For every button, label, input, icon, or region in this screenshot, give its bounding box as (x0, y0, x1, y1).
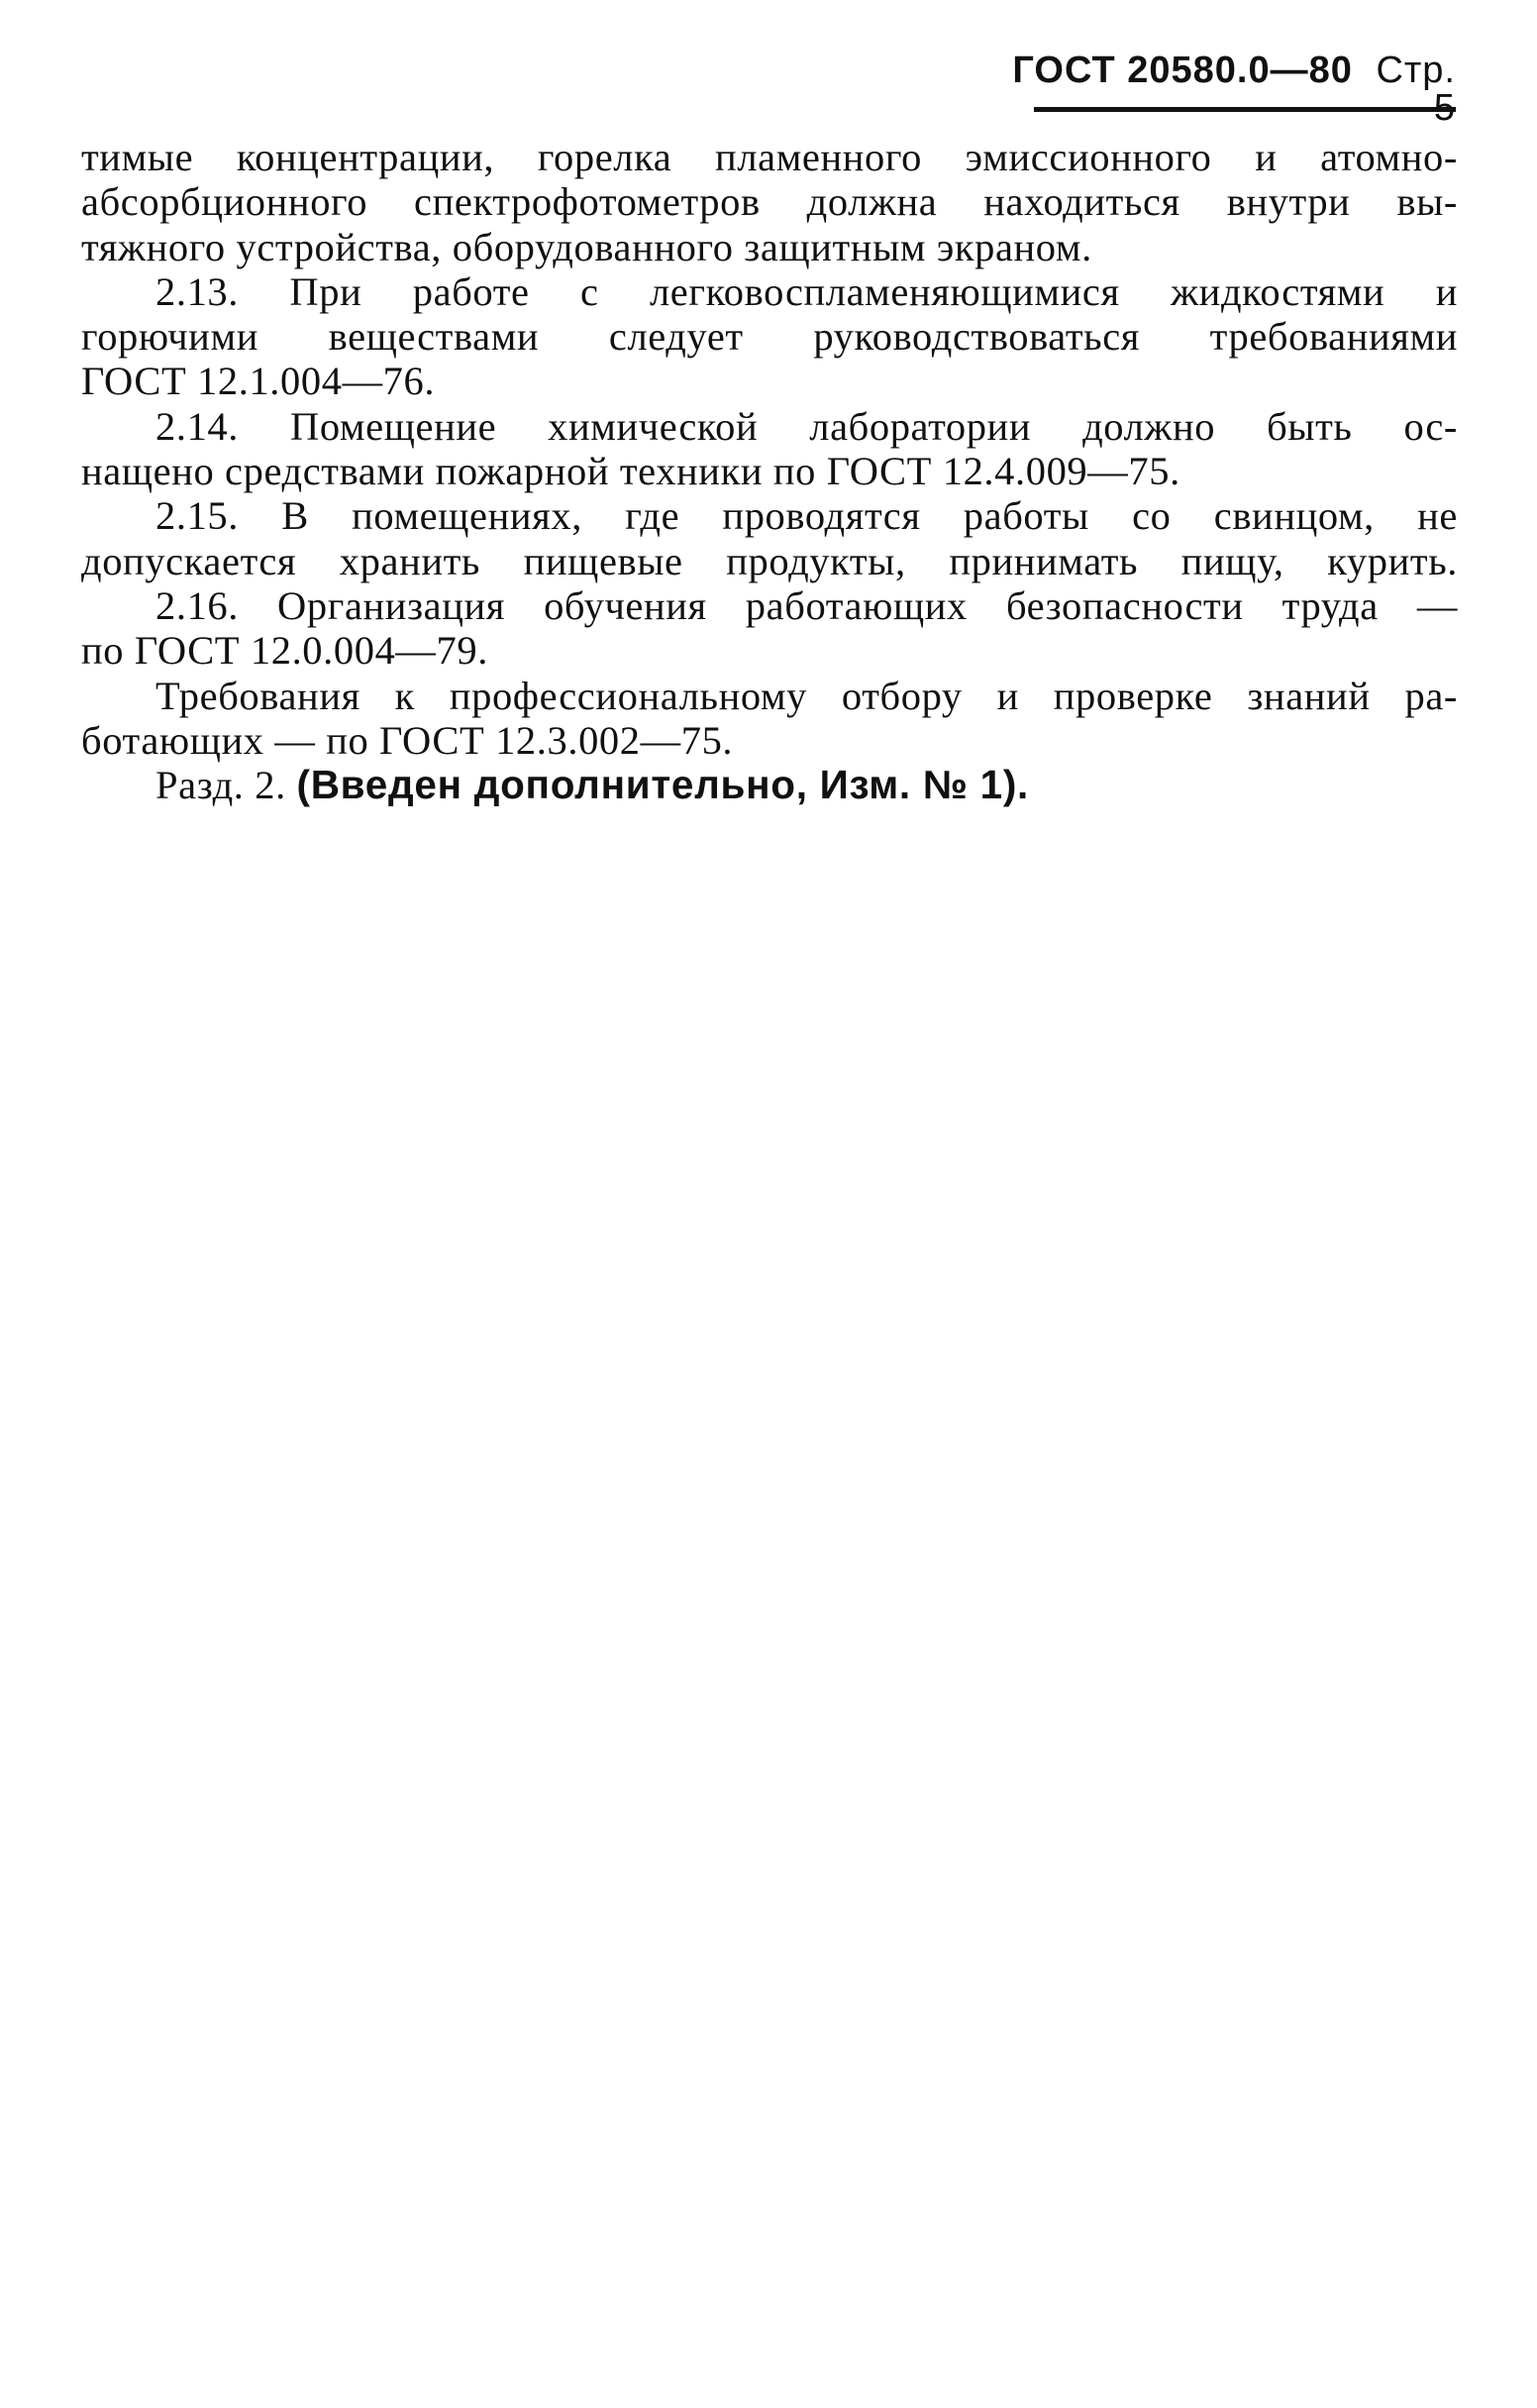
text-line-9: 2.15. В помещениях, где проводятся работы со свинцом, не (155, 493, 1458, 539)
text-line-5: горючими веществами следует руководствоваться требованиями (81, 314, 1458, 360)
document-body (81, 135, 1458, 807)
text-line-12: по ГОСТ 12.0.004—79. (81, 628, 488, 674)
text-line-7: 2.14. Помещение химической лаборатории должно быть ос- (155, 403, 1458, 449)
page-header (990, 52, 1456, 111)
page-number: Стр. (1376, 50, 1456, 91)
text-line-10: допускается хранить пищевые продукты, принимать пищу, курить. (81, 538, 1458, 583)
amendment-bold-text: (Введен дополнительно, Изм. № 1). (296, 762, 1029, 808)
amendment-prefix: Разд. 2. (155, 763, 286, 808)
header-rule (1034, 107, 1456, 112)
text-line-1: тимые концентрации, горелка пламенного эмиссионного и атомно- (81, 135, 1458, 179)
text-line-6: ГОСТ 12.1.004—76. (81, 359, 436, 404)
text-line-13: Требования к профессиональному отбору и проверке знаний ра- (155, 673, 1458, 718)
text-line-2: абсорбционного спектрофотометров должна находиться внутри вы- (81, 179, 1458, 225)
text-line-11: 2.16. Организация обучения работающих безопасности труда — (155, 582, 1458, 628)
text-line-4: 2.13. При работе с легковоспламеняющимися жидкостями и (155, 268, 1458, 314)
standard-number: ГОСТ 20580.0—80 (1012, 50, 1353, 91)
text-line-3: тяжного устройства, оборудованного защитным экраном. (81, 224, 1092, 269)
amendment-note (81, 763, 1458, 807)
text-line-14: ботающих — по ГОСТ 12.3.002—75. (81, 717, 734, 763)
text-line-8: нащено средствами пожарной техники по ГОСТ 12.4.009—75. (81, 449, 1180, 494)
